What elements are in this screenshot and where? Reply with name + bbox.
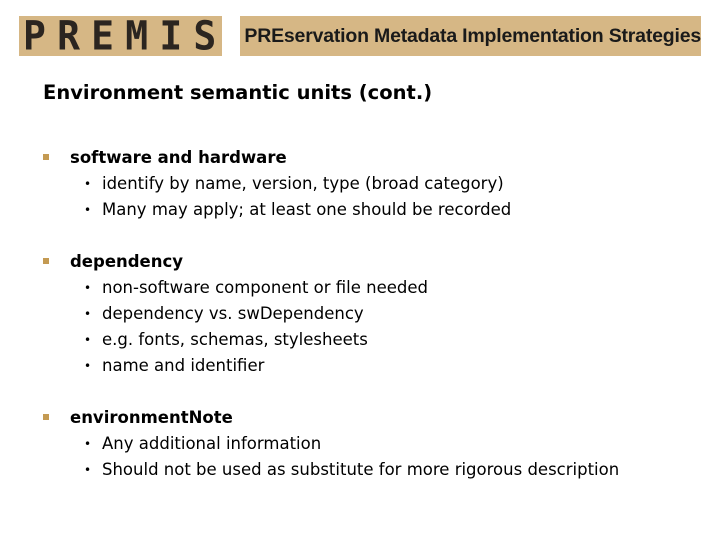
logo-letter: S <box>193 12 217 60</box>
dot-bullet-icon: • <box>84 203 92 217</box>
dot-bullet-icon: • <box>84 437 92 451</box>
header-banner <box>19 12 701 60</box>
banner-title-block <box>240 16 701 56</box>
logo-letter: R <box>57 12 80 60</box>
section-label: environmentNote <box>70 408 233 427</box>
list-item-text: Should not be used as substitute for more rigorous description <box>102 460 620 479</box>
list-item-text: non-software component or file needed <box>102 278 429 297</box>
premis-logo <box>19 12 222 60</box>
dot-bullet-icon: • <box>84 177 92 191</box>
dot-bullet-icon: • <box>84 359 92 373</box>
list-item-text: identify by name, version, type (broad category) <box>102 174 504 193</box>
dot-bullet-icon: • <box>84 463 92 477</box>
dot-bullet-icon: • <box>84 281 92 295</box>
section-label: dependency <box>70 252 184 271</box>
list-item-text: Any additional information <box>102 434 322 453</box>
list-item-text: Many may apply; at least one should be recorded <box>102 200 512 219</box>
square-bullet-icon <box>43 258 49 264</box>
banner-title: PREservation Metadata Implementation Strategies <box>244 24 701 47</box>
logo-letter: P <box>23 12 46 60</box>
section-label: software and hardware <box>70 148 287 167</box>
logo-letter: E <box>91 12 115 60</box>
slide-title: Environment semantic units (cont.) <box>43 81 433 104</box>
dot-bullet-icon: • <box>84 333 92 347</box>
list-item-text: name and identifier <box>102 356 265 375</box>
square-bullet-icon <box>43 154 49 160</box>
list-item-text: dependency vs. swDependency <box>102 304 364 323</box>
square-bullet-icon <box>43 414 49 420</box>
logo-letter: M <box>125 12 149 60</box>
logo-letter: I <box>159 12 183 60</box>
banner-divider <box>222 16 240 56</box>
dot-bullet-icon: • <box>84 307 92 321</box>
list-item-text: e.g. fonts, schemas, stylesheets <box>102 330 368 349</box>
